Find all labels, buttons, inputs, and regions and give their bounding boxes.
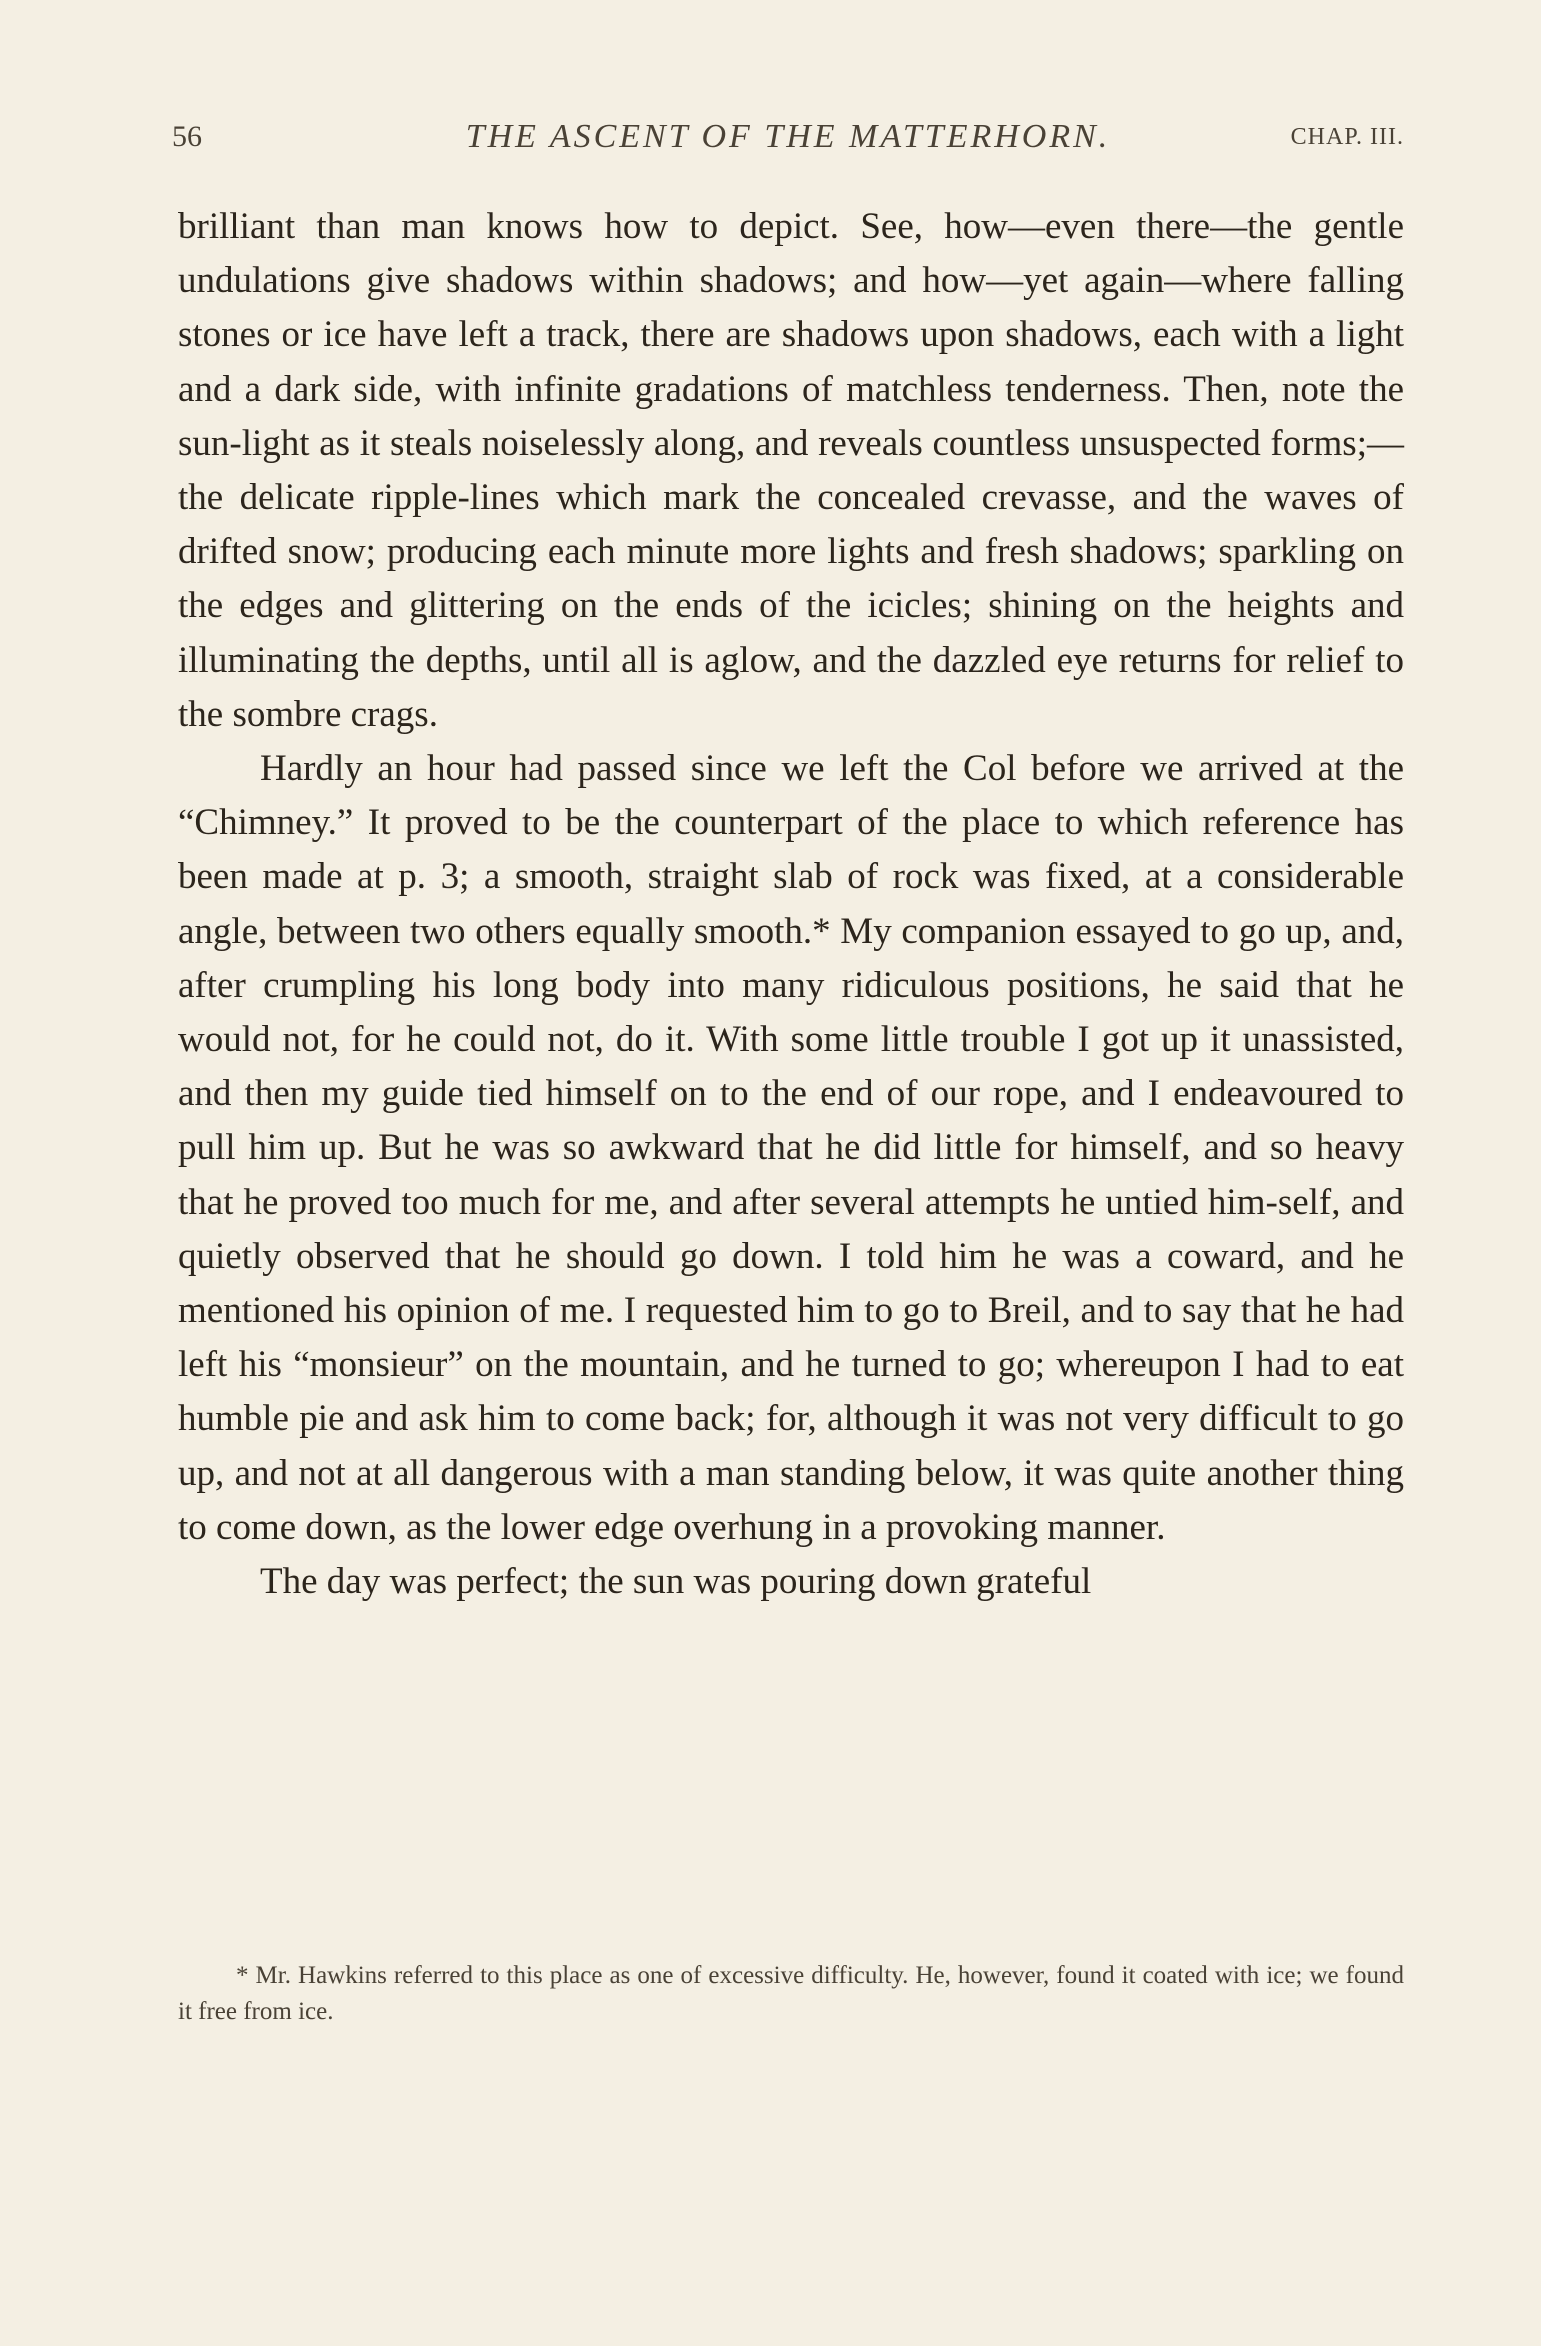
page-header [172, 118, 1404, 158]
running-title: THE ASCENT OF THE MATTERHORN. [465, 118, 1111, 155]
paragraph-continuation: brilliant than man knows how to depict. See, how—even there—the gentle undulations give shadows within shadows; and how—yet again—where falling stones or ice have left a track, there are shadows upon shadows, each with a light and a dark side, with infinite gradations of matchless tenderness. Then, note the sun-light as it steals noiselessly along, and reveals countless unsuspected forms;—the delicate ripple-lines which mark the concealed crevasse, and the waves of drifted snow; producing each minute more lights and fresh shadows; sparkling on the edges and glittering on the ends of the icicles; shining on the heights and illuminating the depths, until all is aglow, and the dazzled eye returns for relief to the sombre crags. [178, 206, 1404, 735]
paragraph-day-perfect: The day was perfect; the sun was pouring down grateful [260, 1561, 1092, 1603]
footnote: * Mr. Hawkins referred to this place as one of excessive difficulty. He, however, found it coated with ice; we found it free from ice. [178, 1962, 1404, 2025]
body-text [178, 200, 1404, 1609]
paragraph-chimney: Hardly an hour had passed since we left the Col before we arrived at the “Chimney.” It proved to be the counterpart of the place to which reference has been made at p. 3; a smooth, straight slab of rock was fixed, at a considerable angle, between two others equally smooth.* My companion essayed to go up, and, after crumpling his long body into many ridiculous positions, he said that he would not, for he could not, do it. With some little trouble I got up it unassisted, and then my guide tied himself on to the end of our rope, and I endeavoured to pull him up. But he was so awkward that he did little for himself, and so heavy that he proved too much for me, and after several attempts he untied him-self, and quietly observed that he should go down. I told him he was a coward, and he mentioned his opinion of me. I requested him to go to Breil, and to say that he had left his “monsieur” on the mountain, and he turned to go; whereupon I had to eat humble pie and ask him to come back; for, although it was not very difficult to go up, and not at all dangerous with a man standing below, it was quite another thing to come down, as the lower edge overhung in a provoking manner. [178, 748, 1404, 1548]
chapter-label: CHAP. III. [1290, 124, 1404, 150]
page-number: 56 [172, 120, 202, 153]
